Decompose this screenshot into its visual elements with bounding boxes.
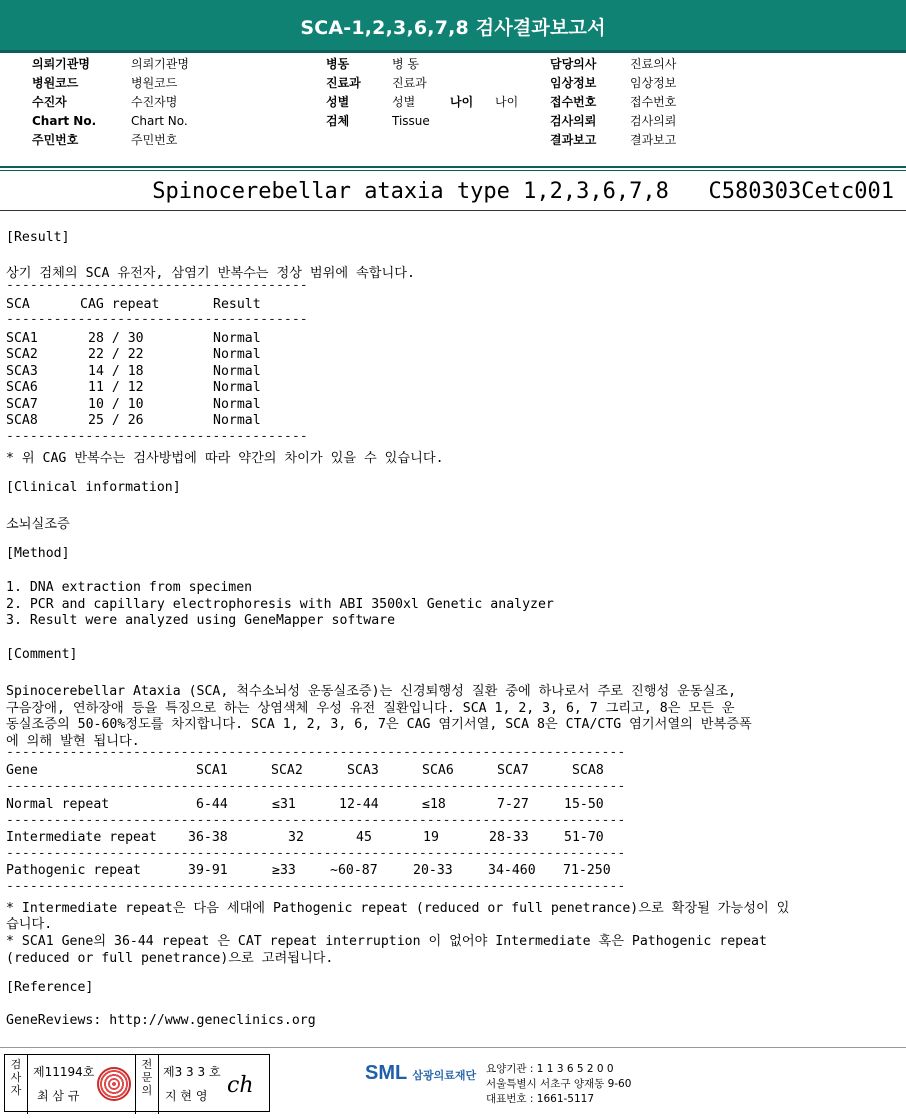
org-line: 대표번호 : 1661-5117: [486, 1093, 595, 1105]
divider: --------------------------------------: [6, 312, 308, 327]
table-row-repeat: 11 / 12: [88, 380, 144, 395]
method-step: 1. DNA extraction from specimen: [6, 580, 253, 595]
table-row-result: Normal: [213, 413, 261, 428]
gene-table-col: SCA3: [347, 763, 379, 778]
field-label: 담당의사: [550, 57, 597, 71]
field-label: 의뢰기관명: [32, 57, 90, 71]
divider: ------------------------------------------------------------------------------: [6, 846, 626, 861]
header-field: [550, 74, 676, 93]
table-row-sca: SCA6: [6, 380, 38, 395]
gene-table-col: SCA2: [271, 763, 303, 778]
org-line: 서울특별시 서초구 양재동 9-60: [486, 1078, 632, 1090]
gene-row-cell: 15-50: [564, 797, 604, 812]
gene-row-cell: 19: [423, 830, 439, 845]
field-value: 결과보고: [630, 133, 677, 147]
report-title: SCA-1,2,3,6,7,8 검사결과보고서: [300, 17, 606, 39]
field-label: Chart No.: [32, 114, 97, 128]
gene-row-cell: 71-250: [563, 863, 611, 878]
field-value: 주민번호: [131, 133, 178, 147]
gene-table-col: SCA6: [422, 763, 454, 778]
field-label: 주민번호: [32, 133, 79, 147]
field-label: 진료과: [326, 76, 361, 90]
header-field: [326, 55, 518, 74]
signer-role: [5, 1055, 28, 1114]
header-col3: [550, 55, 676, 150]
divider: --------------------------------------: [6, 278, 308, 293]
result-summary: 상기 검체의 SCA 유전자, 삼염기 반복수는 정상 범위에 속합니다.: [6, 266, 415, 281]
age-value: 나이: [495, 95, 519, 109]
gene-row-cell: 32: [288, 830, 304, 845]
table-row-sca: SCA1: [6, 331, 38, 346]
logo-subtext: 삼광의료재단: [412, 1069, 477, 1082]
sml-logo: [365, 1062, 476, 1085]
header-field: [326, 112, 518, 131]
header-field: [326, 93, 518, 112]
test-title: Spinocerebellar ataxia type 1,2,3,6,7,8 C580303Cetc001: [152, 179, 894, 204]
gene-row-cell: 6-44: [196, 797, 228, 812]
divider: ------------------------------------------------------------------------------: [6, 879, 626, 894]
signer-role-text: 검사자: [10, 1058, 22, 1097]
comment-note: * SCA1 Gene의 36-44 repeat 은 CAT repeat interruption 이 없어야 Intermediate 혹은 Pathogenic repeat: [6, 934, 767, 949]
method-step: 2. PCR and capillary electrophoresis with ABI 3500xl Genetic analyzer: [6, 597, 554, 612]
gene-row-cell: 7-27: [497, 797, 529, 812]
gene-row-cell: 51-70: [564, 830, 604, 845]
table-row-repeat: 14 / 18: [88, 364, 144, 379]
header-field: [32, 131, 189, 150]
header-divider-thin: [0, 170, 906, 171]
table-row-result: Normal: [213, 364, 261, 379]
reference-text: GeneReviews: http://www.geneclinics.org: [6, 1013, 316, 1028]
field-label: 수진자: [32, 95, 67, 109]
table-row-sca: SCA3: [6, 364, 38, 379]
gene-row-cell: 20-33: [413, 863, 453, 878]
gene-table-col: SCA1: [196, 763, 228, 778]
gene-row-cell: 28-33: [489, 830, 529, 845]
footer-divider: [0, 1047, 906, 1048]
section-heading-clinical: [Clinical information]: [6, 480, 181, 495]
gene-table-col: Gene: [6, 763, 38, 778]
divider: ------------------------------------------------------------------------------: [6, 813, 626, 828]
section-heading-result: [Result]: [6, 230, 70, 245]
gene-row-cell: ≤31: [272, 797, 296, 812]
signer-license: 제3 3 3 호: [163, 1065, 221, 1079]
header-field: [550, 112, 676, 131]
header-field: [326, 74, 518, 93]
gene-table-col: SCA8: [572, 763, 604, 778]
field-label: 병원코드: [32, 76, 79, 90]
gene-row-label: Intermediate repeat: [6, 830, 157, 845]
age-label: 나이: [450, 95, 474, 109]
field-label: 검사의뢰: [550, 114, 597, 128]
table-row-result: Normal: [213, 347, 261, 362]
comment-line: Spinocerebellar Ataxia (SCA, 척수소뇌성 운동실조증)는 신경퇴행성 질환 중에 하나로서 주로 진행성 운동실조,: [6, 684, 737, 699]
logo-text: SML: [365, 1062, 408, 1084]
table-row-sca: SCA8: [6, 413, 38, 428]
gene-row-cell: ≥33: [272, 863, 296, 878]
field-value: 접수번호: [630, 95, 677, 109]
field-label: 접수번호: [550, 95, 597, 109]
gene-table-col: SCA7: [497, 763, 529, 778]
field-label: 결과보고: [550, 133, 597, 147]
signer-name: 지 현 영: [165, 1089, 208, 1103]
signer-name: 최 삼 규: [37, 1089, 80, 1103]
header-col2: [326, 55, 518, 131]
result-col-sca: SCA: [6, 297, 30, 312]
field-label: 성별: [326, 95, 350, 109]
report-title-bar: [0, 0, 906, 53]
signature-box: [4, 1054, 270, 1112]
comment-line: 동실조증의 50-60%정도를 차지합니다. SCA 1, 2, 3, 6, 7은 CAG 염기서열, SCA 8은 CTA/CTG 염기서열의 반복증폭: [6, 717, 752, 732]
title-divider: [0, 210, 906, 211]
header-field: [550, 55, 676, 74]
divider: ------------------------------------------------------------------------------: [6, 779, 626, 794]
table-row-repeat: 10 / 10: [88, 397, 144, 412]
field-value: 의뢰기관명: [131, 57, 189, 71]
field-label: 병동: [326, 57, 350, 71]
gene-row-label: Pathogenic repeat: [6, 863, 141, 878]
result-col-result: Result: [213, 297, 261, 312]
method-step: 3. Result were analyzed using GeneMapper software: [6, 613, 396, 628]
table-row-repeat: 28 / 30: [88, 331, 144, 346]
table-row-result: Normal: [213, 331, 261, 346]
divider: ------------------------------------------------------------------------------: [6, 745, 626, 760]
result-note: * 위 CAG 반복수는 검사방법에 따라 약간의 차이가 있을 수 있습니다.: [6, 451, 444, 466]
seal-icon: [97, 1067, 131, 1101]
gene-row-cell: 34-460: [488, 863, 536, 878]
gene-row-cell: ≤18: [422, 797, 446, 812]
header-field: [32, 112, 189, 131]
header-field: [32, 93, 189, 112]
field-value: 진료과: [392, 76, 427, 90]
gene-row-cell: ~60-87: [330, 863, 378, 878]
section-heading-reference: [Reference]: [6, 980, 94, 995]
field-value: Chart No.: [131, 114, 188, 128]
comment-note: 습니다.: [6, 917, 53, 932]
header-field: [32, 55, 189, 74]
field-value: 성별: [392, 95, 416, 109]
header-field: [32, 74, 189, 93]
signer-role-text: 전문의: [141, 1058, 153, 1097]
result-col-repeat: CAG repeat: [80, 297, 160, 312]
gene-row-cell: 39-91: [188, 863, 228, 878]
gene-row-cell: 36-38: [188, 830, 228, 845]
field-label: 검체: [326, 114, 350, 128]
field-value: 병원코드: [131, 76, 178, 90]
field-value: Tissue: [392, 114, 430, 128]
field-value: 검사의뢰: [630, 114, 677, 128]
header-col1: [32, 55, 189, 150]
header-field: [550, 93, 676, 112]
signer-role: [135, 1055, 159, 1114]
table-row-repeat: 22 / 22: [88, 347, 144, 362]
field-label: 임상정보: [550, 76, 597, 90]
section-heading-method: [Method]: [6, 546, 70, 561]
header-field: [550, 131, 676, 150]
table-row-repeat: 25 / 26: [88, 413, 144, 428]
table-row-result: Normal: [213, 380, 261, 395]
comment-note: (reduced or full penetrance)으로 고려됩니다.: [6, 951, 334, 966]
table-row-sca: SCA7: [6, 397, 38, 412]
signer-license: 제11194호: [33, 1065, 95, 1079]
section-heading-comment: [Comment]: [6, 647, 78, 662]
clinical-text: 소뇌실조증: [6, 517, 70, 532]
divider: --------------------------------------: [6, 429, 308, 444]
comment-note: * Intermediate repeat은 다음 세대에 Pathogenic repeat (reduced or full penetrance)으로 확장될 가능성이 있: [6, 901, 790, 916]
table-row-sca: SCA2: [6, 347, 38, 362]
field-value: 병 동: [392, 57, 419, 71]
signature-icon: ch: [227, 1073, 254, 1098]
org-line: 요양기관 : 1 1 3 6 5 2 0 0: [486, 1063, 614, 1075]
header-divider: [0, 166, 906, 168]
org-info: [486, 1062, 631, 1107]
field-value: 진료의사: [630, 57, 677, 71]
gene-row-cell: 12-44: [339, 797, 379, 812]
gene-row-cell: 45: [356, 830, 372, 845]
gene-row-label: Normal repeat: [6, 797, 110, 812]
field-value: 임상정보: [630, 76, 677, 90]
comment-line: 구음장애, 연하장애 등을 특징으로 하는 상염색체 우성 유전 질환입니다. SCA 1, 2, 3, 6, 7 그리고, 8은 모든 운: [6, 701, 735, 716]
field-value: 수진자명: [131, 95, 178, 109]
comment-line: 에 의해 발현 됩니다.: [6, 734, 140, 749]
table-row-result: Normal: [213, 397, 261, 412]
